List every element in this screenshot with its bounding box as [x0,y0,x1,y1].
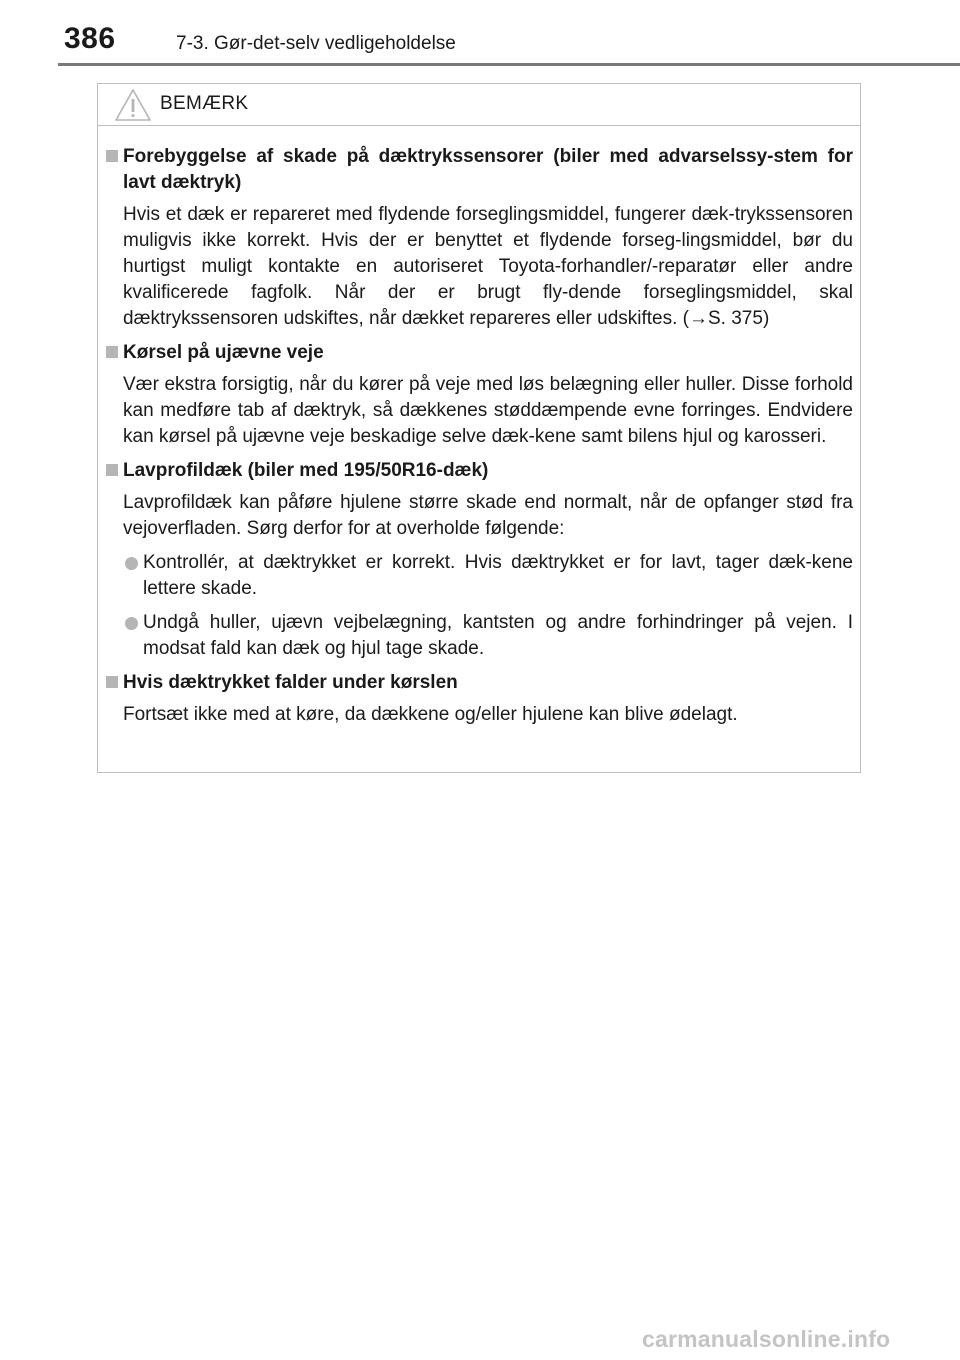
section-paragraph: Hvis et dæk er repareret med flydende forseglingsmiddel, fungerer dæk-trykssensoren muligvis ikke korrekt. Hvis der er benyttet et flydende forseg-lingsmiddel, bør du hurtigst muligt kontakte en autoriseret Toyota-forhandler/-reparatør eller andre kvalificerede fagfolk. Når der er brugt fly-dende forseglingsmiddel, skal dæktrykssensoren udskiftes, når dækket repareres eller udskiftes. (→S. 375) [123,204,853,329]
page-header [60,22,960,62]
section-title-text: Lavprofildæk (biler med 195/50R16-dæk) [123,460,489,481]
notice-label: BEMÆRK [160,93,249,114]
notice-section [104,340,853,450]
section-paragraph: Fortsæt ikke med at køre, da dækkene og/eller hjulene kan blive ødelagt. [123,704,738,725]
section-title [104,144,853,196]
header-rule [58,63,960,66]
notice-header [98,84,860,126]
bullet-text: Kontrollér, at dæktrykket er korrekt. Hvis dæktrykket er for lavt, tager dæk-kene lettere skade. [143,552,853,599]
section-title-text: Kørsel på ujævne veje [123,342,324,363]
square-bullet-icon [106,346,118,358]
square-bullet-icon [106,150,118,162]
section-title [104,670,853,696]
bullet-text: Undgå huller, ujævn vejbelægning, kantsten og andre forhindringer på vejen. I modsat fald kan dæk og hjul tage skade. [143,612,853,659]
section-title [104,340,853,366]
notice-section [104,458,853,662]
square-bullet-icon [106,464,118,476]
circle-bullet-icon [125,557,138,570]
section-title-text: Forebyggelse af skade på dæktrykssensorer (biler med advarselssy-stem for lavt dæktryk) [123,146,853,193]
watermark-text: carmanualsonline.info [642,1326,891,1352]
page-number: 386 [64,22,116,55]
notice-section [104,670,853,728]
section-paragraph: Vær ekstra forsigtig, når du kører på veje med løs belægning eller huller. Disse forhold kan medføre tab af dæktryk, så dækkenes støddæmpende evne forringes. Endvidere kan kørsel på ujævne veje beskadige selve dæk-kene samt bilens hjul og karosseri. [123,374,853,447]
notice-section [104,144,853,332]
section-title-text: Hvis dæktrykket falder under kørslen [123,672,458,693]
section-paragraph: Lavprofildæk kan påføre hjulene større skade end normalt, når de opfanger stød fra vejoverfladen. Sørg derfor for at overholde følgende: [123,492,853,539]
bullet-item [104,550,853,602]
warning-triangle-icon [114,88,152,122]
chapter-title: 7-3. Gør-det-selv vedligeholdelse [176,33,456,54]
square-bullet-icon [106,676,118,688]
bullet-item [104,610,853,662]
section-title [104,458,853,484]
notice-body [104,144,853,736]
circle-bullet-icon [125,617,138,630]
notice-box [97,83,861,773]
